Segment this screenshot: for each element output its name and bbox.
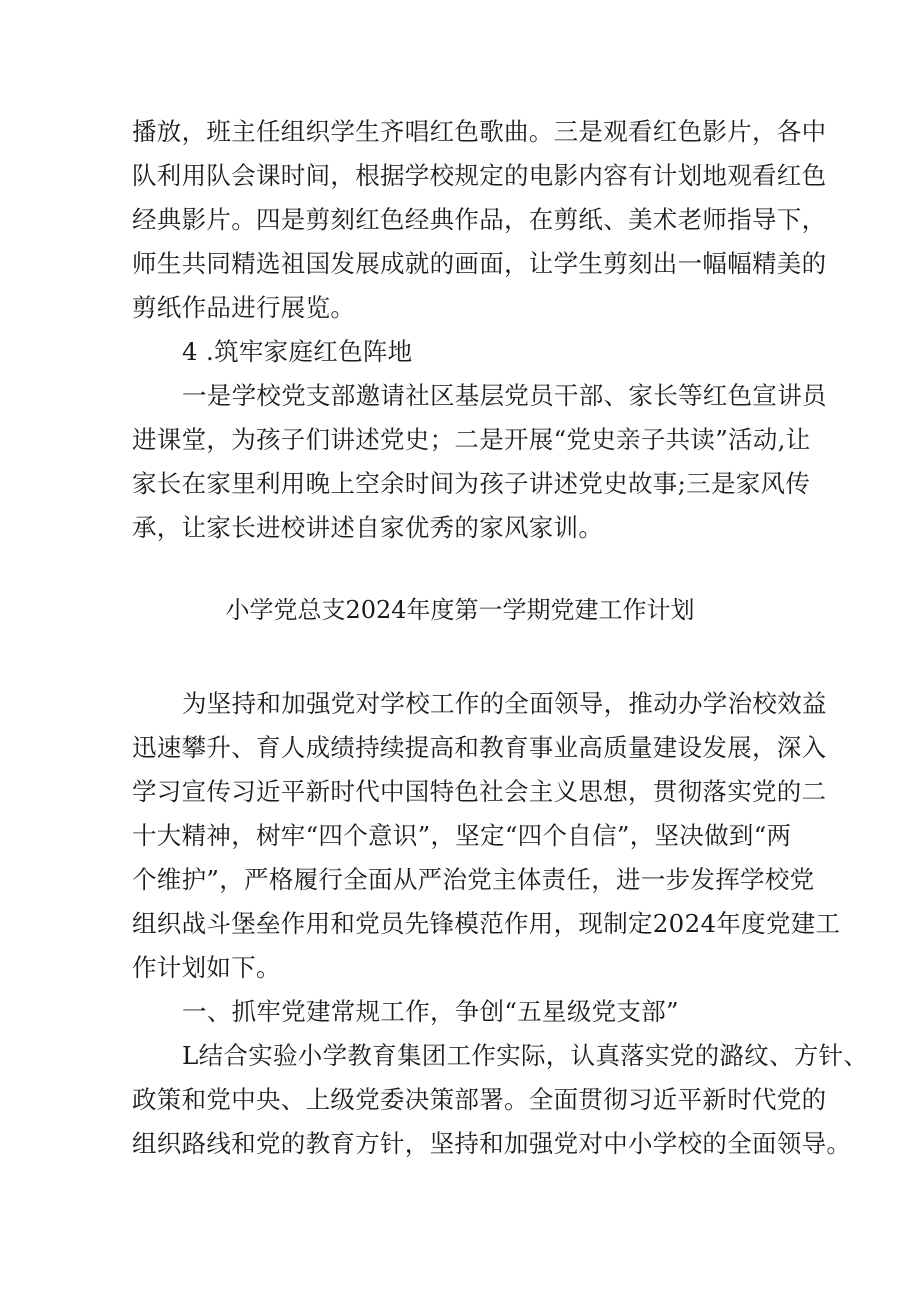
paragraph-line: 组织战斗堡垒作用和党员先锋模范作用，现制定2024年度党建工 [132,909,841,938]
section-heading: 4 .筑牢家庭红色阵地 [182,337,413,366]
paragraph-line: 一是学校党支部邀请社区基层党员干部、家长等红色宣讲员 [182,381,827,410]
paragraph-line: 剪纸作品进行展览。 [132,293,356,322]
paragraph-line: 个维护”，严格履行全面从严治党主体责任，进一步发挥学校党 [132,865,815,894]
paragraph-line: 师生共同精选祖国发展成就的画面，让学生剪刻出一幅幅精美的 [132,249,827,278]
paragraph-line: 队利用队会课时间，根据学校规定的电影内容有计划地观看红色 [132,161,827,190]
paragraph-line: 播放，班主任组织学生齐唱红色歌曲。三是观看红色影片，各中 [132,117,827,146]
paragraph-line: 政策和党中央、上级党委决策部署。全面贯彻习近平新时代党的 [132,1085,827,1114]
paragraph-line: 家长在家里利用晚上空余时间为孩子讲述党史故事;三是家风传 [132,469,811,498]
paragraph-line: 学习宣传习近平新时代中国特色社会主义思想，贯彻落实党的二 [132,777,827,806]
section-heading: 一、抓牢党建常规工作，争创“五星级党支部” [182,997,679,1026]
paragraph-line: 迅速攀升、育人成绩持续提高和教育事业高质量建设发展，深入 [132,733,827,762]
paragraph-line: 组织路线和党的教育方针，坚持和加强党对中小学校的全面领导。 [132,1129,852,1158]
paragraph-line: 进课堂，为孩子们讲述党史；二是开展“党史亲子共读”活动,让 [132,425,811,454]
paragraph-line: L结合实验小学教育集团工作实际，认真落实党的潞纹、方针、 [182,1041,869,1070]
document-title: 小学党总支2024年度第一学期党建工作计划 [225,596,695,624]
paragraph-line: 经典影片。四是剪刻红色经典作品，在剪纸、美术老师指导下， [132,205,827,234]
paragraph-line: 作计划如下。 [132,953,281,982]
paragraph-line: 为坚持和加强党对学校工作的全面领导，推动办学治校效益 [182,689,827,718]
paragraph-line: 承，让家长进校讲述自家优秀的家风家训。 [132,513,604,542]
paragraph-line: 十大精神，树牢“四个意识”，坚定“四个自信”，坚决做到“两 [132,821,792,850]
